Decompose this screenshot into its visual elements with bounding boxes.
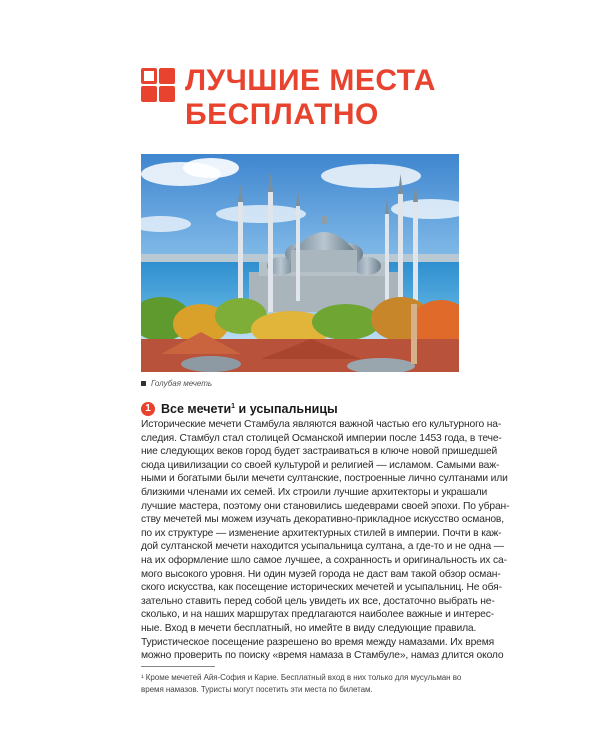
body-line: сюда цивилизации со своей культурой и религией — исламом. Самыми важ- <box>141 459 500 471</box>
body-line: мого высокого уровня. Ни один музей города не даст вам такой обзор осман- <box>141 568 501 580</box>
body-line: по их структуре — изменение архитектурных стилей в империи. Почти в каж- <box>141 527 502 539</box>
body-line: следия. Стамбул стал столицей Османской империи после 1453 года, в тече- <box>141 432 502 444</box>
footnote-divider <box>141 666 215 667</box>
body-line: зательно ставить перед собой цель увидеть их все, достаточно выбрать не- <box>141 595 495 607</box>
photo-caption <box>141 379 212 388</box>
body-line: близкими членами их семей. Их строили лучшие архитекторы и украшали <box>141 486 488 498</box>
body-line: Исторические мечети Стамбула являются важной частью его культурного на- <box>141 419 502 430</box>
body-line: сколько, и на наших маршрутах предлагаются наиболее важные и интерес- <box>141 609 494 621</box>
section-title-main: Все мечети <box>161 402 232 416</box>
caption-bullet-icon <box>141 381 146 386</box>
section-number-badge: 1 <box>141 402 155 416</box>
icon-square <box>159 68 175 84</box>
icon-square <box>141 68 157 84</box>
section-title-rest: и усыпальницы <box>235 402 338 416</box>
body-line: ского искусства, как посещение исторических мечетей и усыпальниц. Не обя- <box>141 582 502 594</box>
body-line: Туристическое посещение разрешено во время между намазами. Их время <box>141 636 495 648</box>
body-line: можно проверить по поиску «время намаза в Стамбуле», намаз длится около <box>141 650 504 662</box>
mosque-illustration <box>141 154 459 372</box>
body-line: ству мечетей мы можем изучать декоративно-прикладное искусство османов, <box>141 514 504 526</box>
footnote-line: ¹ Кроме мечетей Айя-София и Карие. Бесплатный вход в них только для мусульман во <box>141 673 462 682</box>
body-line: ными и богатыми были мечети султанские, построенные лично султанами или <box>141 473 508 485</box>
chapter-title <box>185 64 436 132</box>
footnote <box>141 672 462 696</box>
section-heading <box>141 402 338 416</box>
body-line: лучшие мастера, поэтому они становились шедеврами своей эпохи. По убран- <box>141 500 510 512</box>
body-line: на их оформление шло самое лучшее, а сохранность и оригинальность их са- <box>141 554 507 566</box>
section-title <box>161 402 338 416</box>
chapter-header <box>141 64 436 132</box>
chapter-title-line2: БЕСПЛАТНО <box>185 98 379 131</box>
body-line: ние следующих веков город будет застраиваться в ключе новой пришедшей <box>141 446 498 458</box>
blue-mosque-photo <box>141 154 459 372</box>
body-line: дой султанской мечети находится усыпальница султана, а где-то и не одна — <box>141 541 504 553</box>
body-paragraph <box>141 418 510 663</box>
icon-square <box>141 86 157 102</box>
chapter-title-line1: ЛУЧШИЕ МЕСТА <box>185 64 436 97</box>
footnote-line: время намазов. Туристы могут посетить эти места по билетам. <box>141 685 373 694</box>
photo-caption-text: Голубая мечеть <box>151 379 213 388</box>
body-line: ные. Вход в мечети бесплатный, но имейте в виду следующие правила. <box>141 622 477 634</box>
icon-square <box>159 86 175 102</box>
four-squares-icon <box>141 68 175 102</box>
footnote-marker: 1 <box>231 402 236 410</box>
